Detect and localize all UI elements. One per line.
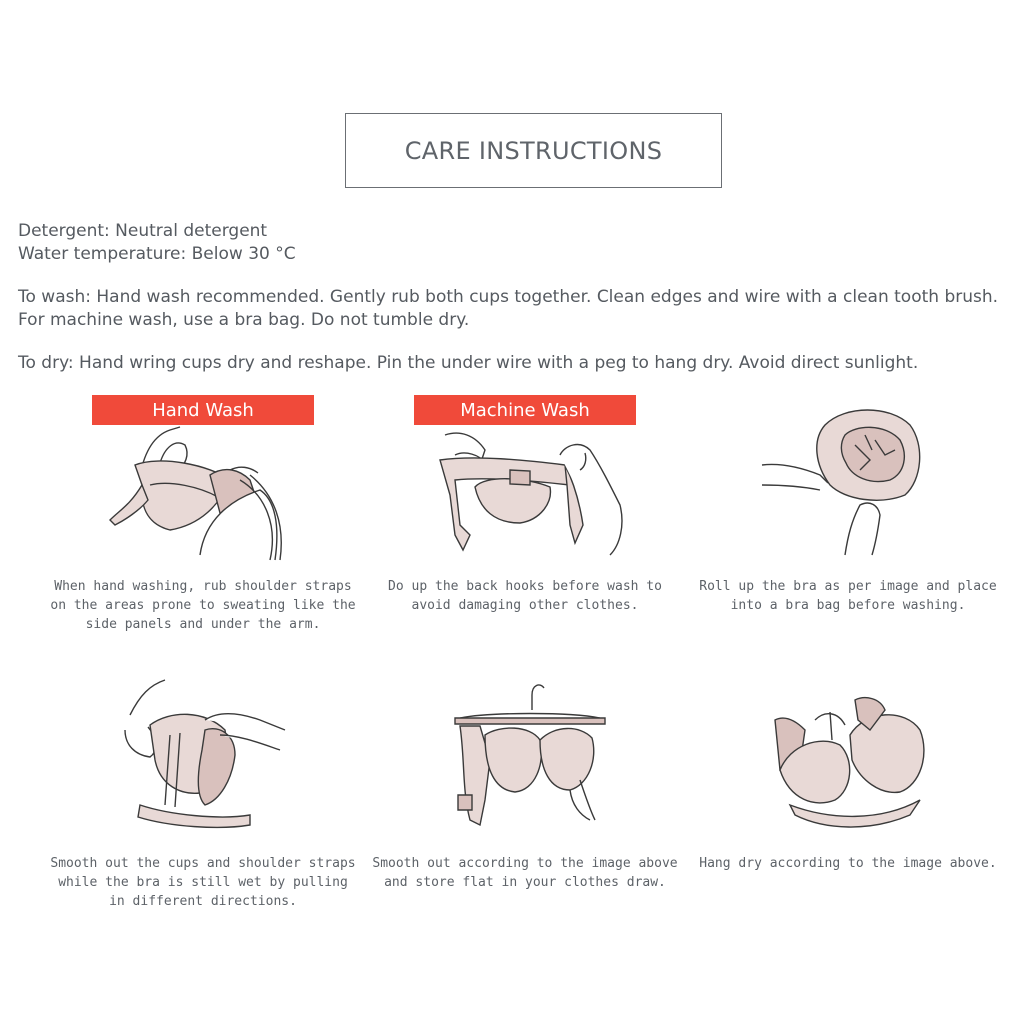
smooth-cups-illustration (110, 675, 295, 835)
detergent-text: Detergent: Neutral detergent (18, 221, 268, 241)
machine-wash-banner: Machine Wash (414, 395, 636, 425)
hang-dry-illustration (770, 690, 930, 835)
hanger-illustration (440, 680, 620, 835)
caption-smooth-cups: Smooth out the cups and shoulder straps while the bra is still wet by pulling in different directions. (50, 856, 356, 909)
to-dry-text: To dry: Hand wring cups dry and reshape. Pin the under wire with a peg to hang dry. Avoid direct sunlight. (18, 353, 919, 373)
water-temperature-text: Water temperature: Below 30 °C (18, 244, 296, 264)
hand-wash-banner: Hand Wash (92, 395, 314, 425)
page-title: CARE INSTRUCTIONS (404, 136, 663, 165)
detergent-and-temperature (18, 220, 1008, 266)
caption-store-flat: Smooth out according to the image above and store flat in your clothes draw. (372, 856, 678, 890)
care-instructions-title-box (345, 113, 722, 188)
to-wash-text: To wash: Hand wash recommended. Gently rub both cups together. Clean edges and wire with a clean tooth brush. For machine wash, use a bra bag. Do not tumble dry. (18, 287, 999, 330)
caption-hand-wash: When hand washing, rub shoulder straps on the areas prone to sweating like the side panels and under the arm. (50, 579, 356, 632)
machine-wash-illustration (425, 425, 635, 560)
caption-back-hooks: Do up the back hooks before wash to avoid damaging other clothes. (388, 579, 662, 613)
caption-hang-dry: Hang dry according to the image above. (699, 856, 997, 871)
hand-wash-illustration (100, 425, 300, 565)
roll-up-bra-illustration (760, 405, 935, 560)
caption-roll-up: Roll up the bra as per image and place into a bra bag before washing. (699, 579, 997, 613)
